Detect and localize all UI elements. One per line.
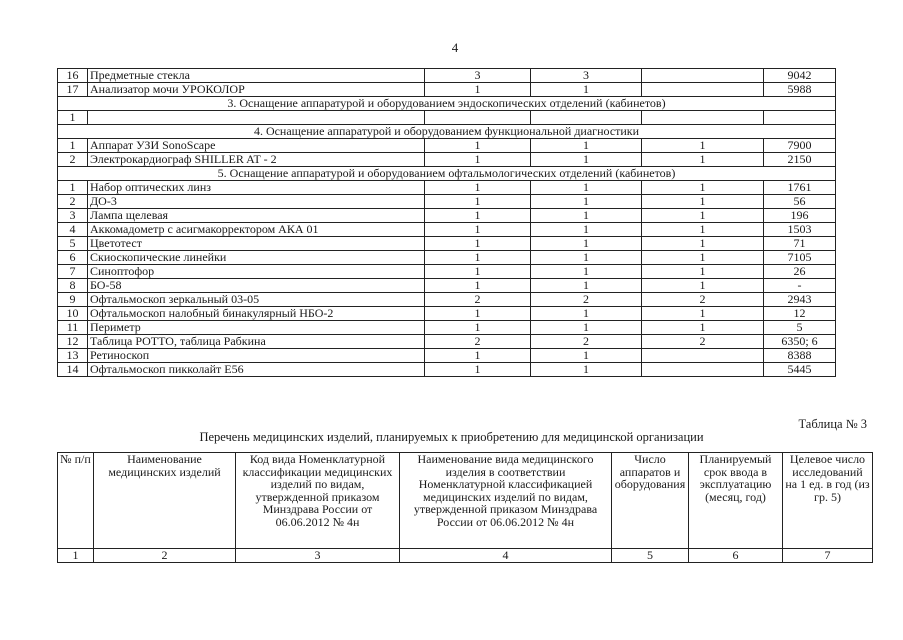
quantity-cell: 1 — [425, 349, 531, 363]
quantity-cell: 1 — [531, 181, 642, 195]
quantity-cell — [642, 69, 764, 83]
item-name-cell: Электрокардиограф SHILLER AT - 2 — [88, 153, 425, 167]
row-number-cell: 13 — [58, 349, 88, 363]
quantity-cell: 1 — [531, 279, 642, 293]
table-row — [58, 139, 836, 153]
table3-header-cell: Наименование вида медицинского изделия в соответствии Номенклатурной классификацией медицинских изделий по видам, утвержденной приказом Минздрава России от 06.06.2012 № 4н — [400, 453, 612, 549]
value-cell: 26 — [764, 265, 836, 279]
quantity-cell: 2 — [531, 335, 642, 349]
table-row — [58, 251, 836, 265]
quantity-cell — [642, 363, 764, 377]
table3-column-number: 7 — [783, 549, 873, 563]
empty-cell — [642, 111, 764, 125]
table3-header-cell: Целевое число исследований на 1 ед. в год (из гр. 5) — [783, 453, 873, 549]
value-cell: 7900 — [764, 139, 836, 153]
planned-purchase-table — [57, 452, 873, 563]
value-cell: 1761 — [764, 181, 836, 195]
row-number-cell: 6 — [58, 251, 88, 265]
item-name-cell: Офтальмоскоп налобный бинакулярный НБО-2 — [88, 307, 425, 321]
item-name-cell: Набор оптических линз — [88, 181, 425, 195]
table-row — [58, 153, 836, 167]
row-number-cell: 8 — [58, 279, 88, 293]
empty-cell — [88, 111, 425, 125]
table-row — [58, 111, 836, 125]
item-name-cell: Цветотест — [88, 237, 425, 251]
value-cell: 12 — [764, 307, 836, 321]
table3-header-cell: № п/п — [58, 453, 94, 549]
section-heading: 4. Оснащение аппаратурой и оборудованием функциональной диагностики — [58, 125, 836, 139]
quantity-cell: 1 — [642, 307, 764, 321]
table3-caption: Перечень медицинских изделий, планируемых к приобретению для медицинской организации — [199, 430, 704, 444]
table-row — [58, 265, 836, 279]
quantity-cell: 1 — [531, 209, 642, 223]
item-name-cell: Аппарат УЗИ SonoScape — [88, 139, 425, 153]
item-name-cell: Лампа щелевая — [88, 209, 425, 223]
table3-column-numbers-row — [58, 549, 873, 563]
quantity-cell: 1 — [425, 195, 531, 209]
value-cell: 5445 — [764, 363, 836, 377]
section-header-row — [58, 97, 836, 111]
item-name-cell: Периметр — [88, 321, 425, 335]
item-name-cell: Офтальмоскоп зеркальный 03-05 — [88, 293, 425, 307]
table3-column-number: 1 — [58, 549, 94, 563]
quantity-cell: 1 — [531, 321, 642, 335]
quantity-cell: 1 — [531, 153, 642, 167]
quantity-cell: 1 — [531, 195, 642, 209]
quantity-cell: 1 — [425, 209, 531, 223]
row-number-cell: 1 — [58, 181, 88, 195]
quantity-cell: 1 — [642, 153, 764, 167]
row-number-cell: 11 — [58, 321, 88, 335]
quantity-cell: 1 — [425, 237, 531, 251]
quantity-cell: 1 — [531, 307, 642, 321]
quantity-cell: 1 — [642, 139, 764, 153]
table3-header-cell: Число аппаратов и оборудования — [612, 453, 689, 549]
table-row — [58, 209, 836, 223]
quantity-cell: 1 — [531, 237, 642, 251]
quantity-cell: 1 — [425, 321, 531, 335]
quantity-cell — [642, 83, 764, 97]
item-name-cell: Анализатор мочи УРОКОЛОР — [88, 83, 425, 97]
quantity-cell: 1 — [642, 265, 764, 279]
table3-column-number: 3 — [236, 549, 400, 563]
empty-cell — [425, 111, 531, 125]
quantity-cell: 1 — [425, 153, 531, 167]
table3-title: Таблица № 3 — [798, 417, 867, 431]
quantity-cell: 1 — [642, 279, 764, 293]
table-row — [58, 335, 836, 349]
quantity-cell: 1 — [425, 307, 531, 321]
section-heading: 5. Оснащение аппаратурой и оборудованием офтальмологических отделений (кабинетов) — [58, 167, 836, 181]
row-number-cell: 9 — [58, 293, 88, 307]
quantity-cell — [642, 349, 764, 363]
row-number-cell: 5 — [58, 237, 88, 251]
item-name-cell: Скиоскопические линейки — [88, 251, 425, 265]
row-number-cell: 17 — [58, 83, 88, 97]
empty-cell — [764, 111, 836, 125]
quantity-cell: 1 — [531, 265, 642, 279]
quantity-cell: 1 — [425, 279, 531, 293]
quantity-cell: 1 — [531, 251, 642, 265]
table-row — [58, 293, 836, 307]
row-number-cell: 2 — [58, 195, 88, 209]
quantity-cell: 1 — [425, 139, 531, 153]
quantity-cell: 2 — [642, 335, 764, 349]
table3-column-number: 4 — [400, 549, 612, 563]
table-row — [58, 279, 836, 293]
quantity-cell: 1 — [425, 223, 531, 237]
quantity-cell: 2 — [425, 293, 531, 307]
item-name-cell: Офтальмоскоп пикколайт Е56 — [88, 363, 425, 377]
quantity-cell: 1 — [642, 209, 764, 223]
quantity-cell: 1 — [425, 251, 531, 265]
quantity-cell: 2 — [425, 335, 531, 349]
quantity-cell: 1 — [425, 181, 531, 195]
quantity-cell: 1 — [531, 83, 642, 97]
page-number: 4 — [451, 40, 459, 55]
quantity-cell: 1 — [642, 195, 764, 209]
row-number-cell: 7 — [58, 265, 88, 279]
table-row — [58, 83, 836, 97]
value-cell: 196 — [764, 209, 836, 223]
table-row — [58, 307, 836, 321]
item-name-cell: Таблица РОТТО, таблица Рабкина — [88, 335, 425, 349]
table-row — [58, 195, 836, 209]
table-row — [58, 181, 836, 195]
quantity-cell: 1 — [642, 321, 764, 335]
table-row — [58, 363, 836, 377]
section-heading: 3. Оснащение аппаратурой и оборудованием эндоскопических отделений (кабинетов) — [58, 97, 836, 111]
value-cell: - — [764, 279, 836, 293]
quantity-cell: 1 — [531, 139, 642, 153]
section-header-row — [58, 167, 836, 181]
value-cell: 71 — [764, 237, 836, 251]
item-name-cell: Ретиноскоп — [88, 349, 425, 363]
row-number-cell: 1 — [58, 111, 88, 125]
quantity-cell: 1 — [425, 363, 531, 377]
row-number-cell: 10 — [58, 307, 88, 321]
quantity-cell: 1 — [642, 223, 764, 237]
equipment-table — [57, 68, 836, 377]
quantity-cell: 3 — [425, 69, 531, 83]
row-number-cell: 3 — [58, 209, 88, 223]
quantity-cell: 1 — [425, 265, 531, 279]
table-row — [58, 69, 836, 83]
row-number-cell: 2 — [58, 153, 88, 167]
item-name-cell: ДО-3 — [88, 195, 425, 209]
quantity-cell: 1 — [425, 83, 531, 97]
value-cell: 2943 — [764, 293, 836, 307]
value-cell: 2150 — [764, 153, 836, 167]
row-number-cell: 1 — [58, 139, 88, 153]
table3-header-cell: Наименование медицинских изделий — [94, 453, 236, 549]
quantity-cell: 1 — [531, 223, 642, 237]
value-cell: 1503 — [764, 223, 836, 237]
table3-column-number: 5 — [612, 549, 689, 563]
table3-header-row — [58, 453, 873, 549]
row-number-cell: 14 — [58, 363, 88, 377]
quantity-cell: 1 — [531, 363, 642, 377]
item-name-cell: Синоптофор — [88, 265, 425, 279]
item-name-cell: БО-58 — [88, 279, 425, 293]
quantity-cell: 1 — [642, 251, 764, 265]
quantity-cell: 2 — [642, 293, 764, 307]
quantity-cell: 1 — [531, 349, 642, 363]
empty-cell — [531, 111, 642, 125]
row-number-cell: 16 — [58, 69, 88, 83]
table-row — [58, 223, 836, 237]
table-row — [58, 349, 836, 363]
value-cell: 5988 — [764, 83, 836, 97]
table3-header-cell: Планируемый срок ввода в эксплуатацию (месяц, год) — [689, 453, 783, 549]
quantity-cell: 2 — [531, 293, 642, 307]
table-row — [58, 237, 836, 251]
value-cell: 56 — [764, 195, 836, 209]
value-cell: 5 — [764, 321, 836, 335]
quantity-cell: 3 — [531, 69, 642, 83]
quantity-cell: 1 — [642, 237, 764, 251]
value-cell: 6350; 6 — [764, 335, 836, 349]
row-number-cell: 4 — [58, 223, 88, 237]
table3-header-cell: Код вида Номенклатурной классификации медицинских изделий по видам, утвержденной приказом Минздрава России от 06.06.2012 № 4н — [236, 453, 400, 549]
value-cell: 8388 — [764, 349, 836, 363]
table-row — [58, 321, 836, 335]
table3-column-number: 2 — [94, 549, 236, 563]
section-header-row — [58, 125, 836, 139]
item-name-cell: Аккомадометр с асигмакорректором АКА 01 — [88, 223, 425, 237]
item-name-cell: Предметные стекла — [88, 69, 425, 83]
value-cell: 9042 — [764, 69, 836, 83]
table3-column-number: 6 — [689, 549, 783, 563]
row-number-cell: 12 — [58, 335, 88, 349]
quantity-cell: 1 — [642, 181, 764, 195]
value-cell: 7105 — [764, 251, 836, 265]
